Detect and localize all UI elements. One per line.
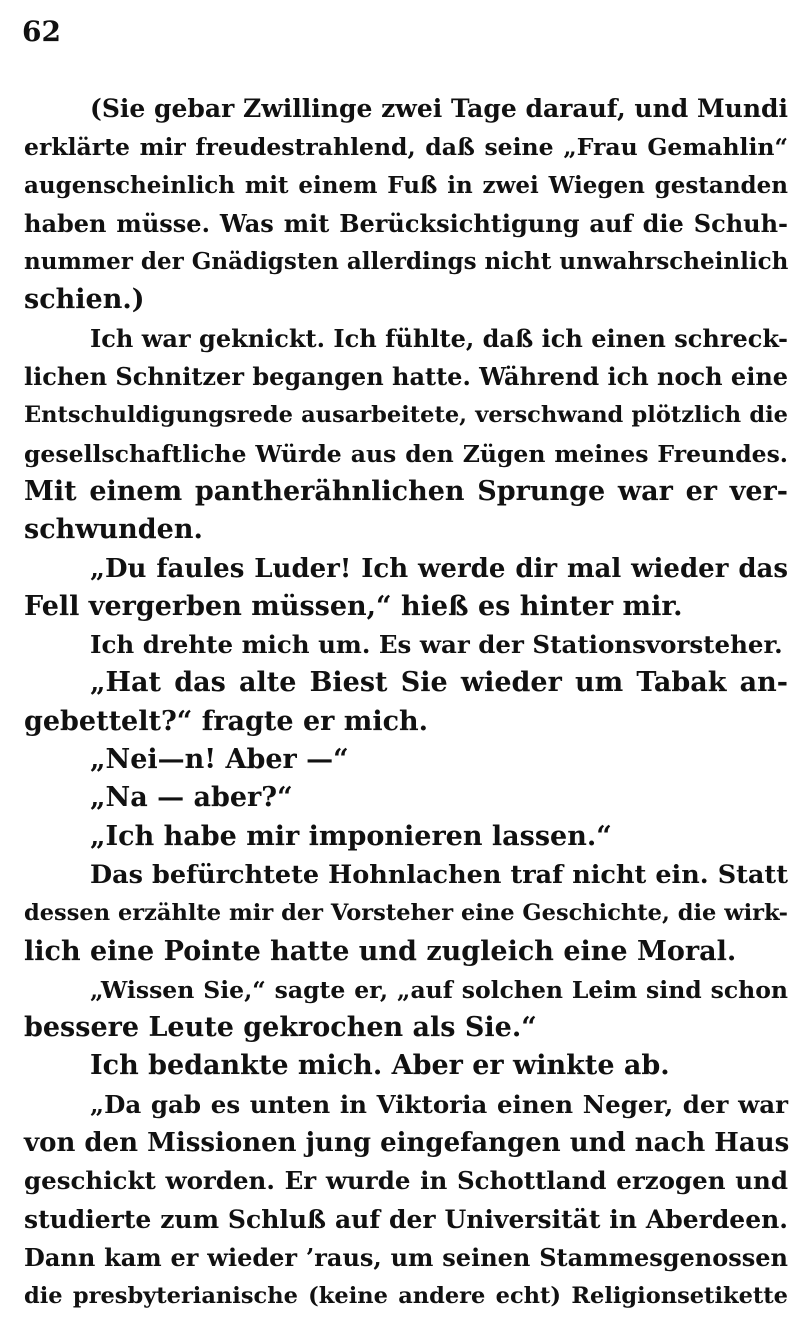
body-text	[24, 90, 788, 1316]
text-line: gesellschaftliche Würde aus den Zügen meines Freundes.	[24, 439, 788, 468]
text-line: Fell vergerben müssen,“ hieß es hinter mir.	[24, 590, 683, 622]
text-line: Ich bedankte mich. Aber er winkte ab.	[90, 1050, 670, 1082]
text-line: schwunden.	[24, 514, 203, 546]
text-line: von den Missionen jung eingefangen und nach Haus	[24, 1128, 790, 1159]
text-line: „Wissen Sie,“ sagte er, „auf solchen Leim sind schon	[90, 975, 788, 1004]
text-line: (Sie gebar Zwillinge zwei Tage darauf, und Mundi	[90, 94, 788, 123]
text-line: „Du faules Luder! Ich werde dir mal wieder das	[90, 553, 788, 584]
text-line: Das befürchtete Hohnlachen traf nicht ein. Statt	[90, 859, 788, 890]
text-line: Ich drehte mich um. Es war der Stationsvorsteher.	[90, 630, 783, 660]
text-line: „Da gab es unten in Viktoria einen Neger, der war	[90, 1089, 788, 1119]
text-line: die presbyterianische (keine andere echt) Religionsetikette	[24, 1283, 788, 1310]
text-line: haben müsse. Was mit Berücksichtigung auf die Schuh-	[24, 208, 788, 238]
text-line: „Hat das alte Biest Sie wieder um Tabak an-	[90, 667, 788, 699]
text-line: bessere Leute gekrochen als Sie.“	[24, 1012, 537, 1044]
text-line: nummer der Gnädigsten allerdings nicht unwahrscheinlich	[24, 248, 789, 276]
text-line: „Na — aber?“	[90, 782, 293, 814]
text-line: studierte zum Schluß auf der Universität in Aberdeen.	[24, 1204, 788, 1234]
text-line: Ich war geknickt. Ich fühlte, daß ich einen schreck-	[90, 323, 788, 353]
text-line: Dann kam er wieder ’raus, um seinen Stammesgenossen	[24, 1242, 788, 1272]
text-line: „Ich habe mir imponieren lassen.“	[90, 820, 612, 852]
text-line: dessen erzählte mir der Vorsteher eine Geschichte, die wirk-	[24, 900, 788, 927]
text-line: schien.)	[24, 284, 145, 316]
text-line: augenscheinlich mit einem Fuß in zwei Wiegen gestanden	[24, 171, 788, 199]
text-line: geschickt worden. Er wurde in Schottland erzogen und	[24, 1166, 788, 1196]
page-number: 62	[22, 15, 61, 48]
text-line: gebettelt?“ fragte er mich.	[24, 705, 429, 737]
text-line: „Nei—n! Aber —“	[90, 744, 349, 776]
text-line: Mit einem pantherähnlichen Sprunge war er ver-	[24, 475, 788, 507]
text-line: lich eine Pointe hatte und zugleich eine Moral.	[24, 935, 737, 967]
text-line: Entschuldigungsrede ausarbeitete, verschwand plötzlich die	[24, 402, 788, 429]
text-line: lichen Schnitzer begangen hatte. Während ich noch eine	[24, 362, 789, 392]
text-line: erklärte mir freudestrahlend, daß seine „Frau Gemahlin“	[24, 133, 788, 162]
